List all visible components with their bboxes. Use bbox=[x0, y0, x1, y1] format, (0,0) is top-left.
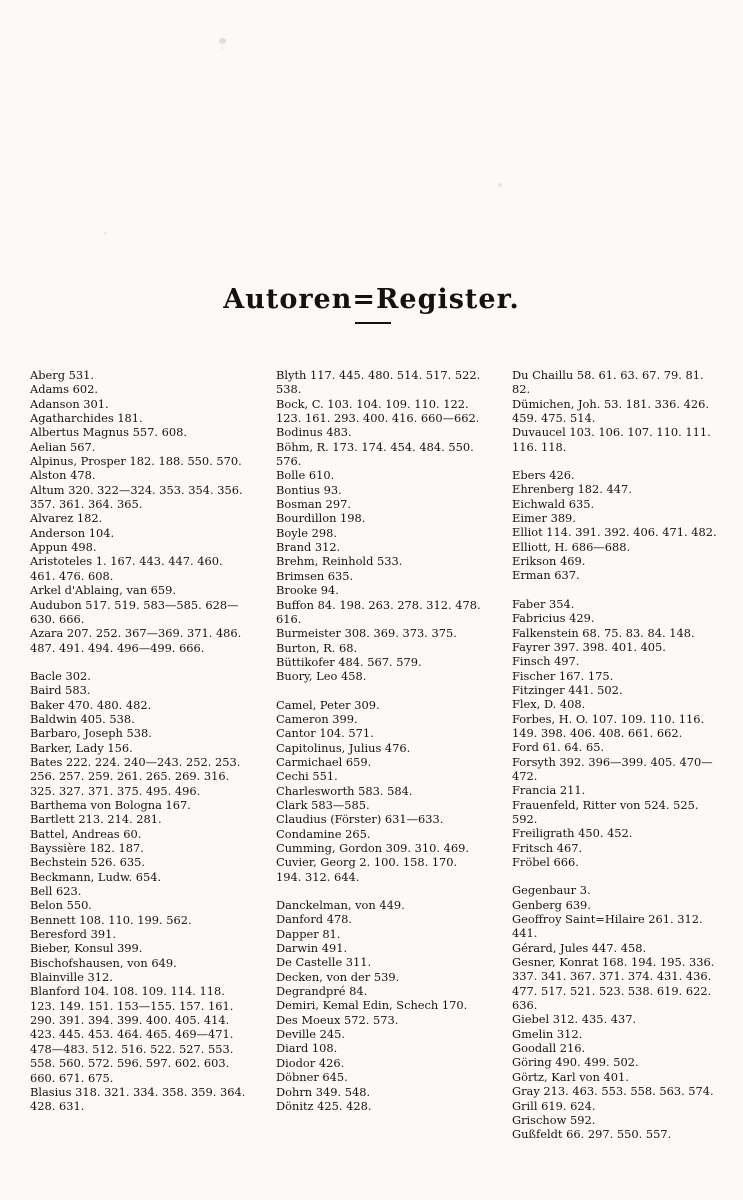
index-entry: Brand 312. bbox=[276, 540, 341, 555]
index-entry: Boyle 298. bbox=[276, 525, 338, 540]
index-entry: Cantor 104. 571. bbox=[276, 726, 374, 741]
index-entry: Bennett 108. 110. 199. 562. bbox=[30, 912, 192, 927]
paper-speck bbox=[104, 232, 107, 235]
index-entry: Beresford 391. bbox=[30, 927, 116, 942]
index-entry: Erikson 469. bbox=[512, 554, 586, 569]
index-entry: Demiri, Kemal Edin, Schech 170. bbox=[276, 998, 468, 1013]
index-entry: Burmeister 308. 369. 373. 375. bbox=[276, 626, 457, 641]
index-entry: Bacle 302. bbox=[30, 668, 91, 683]
index-entry: Danckelman, von 449. bbox=[276, 898, 405, 913]
index-entry: Burton, R. 68. bbox=[276, 640, 358, 655]
index-column-3 bbox=[490, 368, 726, 1142]
title-underline-rule bbox=[355, 322, 391, 324]
index-entry: Arkel d'Ablaing, van 659. bbox=[30, 583, 177, 598]
index-entry: Alvarez 182. bbox=[30, 511, 103, 526]
index-entry: Beckmann, Ludw. 654. bbox=[30, 869, 162, 884]
letter-group-gap bbox=[500, 583, 722, 597]
index-entry: Bartlett 213. 214. 281. bbox=[30, 812, 162, 827]
index-entry: Genberg 639. bbox=[512, 897, 591, 912]
letter-group-gap bbox=[500, 454, 722, 468]
index-entry: Brimsen 635. bbox=[276, 568, 354, 583]
index-entry: Francia 211. bbox=[512, 783, 586, 798]
index-entry: Buffon 84. 198. 263. 278. 312. 478. 616. bbox=[276, 597, 481, 626]
index-entry: Des Moeux 572. 573. bbox=[276, 1012, 399, 1027]
index-entry: Böhm, R. 173. 174. 454. 484. 550. 576. bbox=[276, 439, 474, 469]
index-entry: Albertus Magnus 557. 608. bbox=[30, 425, 187, 440]
index-entry: Cechi 551. bbox=[276, 769, 338, 784]
index-entry: Adams 602. bbox=[30, 382, 98, 397]
index-entry: Dümichen, Joh. 53. 181. 336. 426. 459. 475. 514. bbox=[512, 396, 710, 426]
index-entry: Elliot 114. 391. 392. 406. 471. 482. bbox=[512, 525, 717, 540]
index-entry: Anderson 104. bbox=[30, 525, 115, 540]
index-entry: Dapper 81. bbox=[276, 926, 341, 941]
index-entry: Adanson 301. bbox=[30, 396, 109, 411]
index-entry: Fabricius 429. bbox=[512, 611, 595, 626]
index-entry: Finsch 497. bbox=[512, 654, 580, 669]
index-entry: Alston 478. bbox=[30, 468, 96, 483]
index-entry: Barker, Lady 156. bbox=[30, 740, 133, 755]
index-entry: Bontius 93. bbox=[276, 482, 342, 497]
index-entry: Gmelin 312. bbox=[512, 1026, 583, 1041]
index-entry: Eimer 389. bbox=[512, 511, 576, 526]
index-entry: Geoffroy Saint=Hilaire 261. 312. 441. bbox=[512, 912, 703, 941]
letter-group-gap bbox=[264, 684, 486, 698]
index-entry: Ford 61. 64. 65. bbox=[512, 740, 605, 755]
index-entry: Bischofshausen, von 649. bbox=[30, 955, 177, 970]
index-entry: Büttikofer 484. 567. 579. bbox=[276, 654, 422, 669]
index-entry: Bodinus 483. bbox=[276, 425, 352, 440]
index-column-2 bbox=[254, 368, 490, 1142]
index-entry: Göring 490. 499. 502. bbox=[512, 1055, 639, 1070]
index-entry: Giebel 312. 435. 437. bbox=[512, 1012, 637, 1027]
letter-group-gap bbox=[18, 655, 250, 669]
index-entry: Grischow 592. bbox=[512, 1112, 596, 1127]
index-entry: Clark 583—585. bbox=[276, 797, 370, 812]
index-entry: Bell 623. bbox=[30, 884, 82, 899]
index-entry: Carmichael 659. bbox=[276, 754, 372, 769]
index-entry: Döbner 645. bbox=[276, 1070, 348, 1085]
index-entry: Belon 550. bbox=[30, 898, 92, 913]
index-entry: Forbes, H. O. 107. 109. 110. 116. 149. 398. 406. 408. 661. 662. bbox=[512, 711, 705, 740]
index-entry: Görtz, Karl von 401. bbox=[512, 1069, 629, 1084]
index-entry: Dönitz 425. 428. bbox=[276, 1098, 372, 1113]
index-entry: Fitzinger 441. 502. bbox=[512, 682, 623, 697]
index-entry: Blainville 312. bbox=[30, 970, 113, 985]
index-entry: Azara 207. 252. 367—369. 371. 486. 487. 491. 494. 496—499. 666. bbox=[30, 626, 242, 655]
index-entry: Elliott, H. 686—688. bbox=[512, 539, 631, 554]
index-entry: Baldwin 405. 538. bbox=[30, 711, 135, 726]
index-entry: Agatharchides 181. bbox=[30, 411, 143, 426]
index-entry: Baird 583. bbox=[30, 683, 91, 698]
index-entry: Gesner, Konrat 168. 194. 195. 336. 337. 341. 367. 371. 374. 431. 436. 477. 517. 521. 523. 538. 619. 622. 636. bbox=[512, 955, 715, 1013]
index-entry: Gußfeldt 66. 297. 550. 557. bbox=[512, 1127, 672, 1142]
index-entry: Brehm, Reinhold 533. bbox=[276, 554, 403, 569]
index-entry: Bechstein 526. 635. bbox=[30, 855, 145, 870]
index-entry: Gegenbaur 3. bbox=[512, 883, 591, 898]
index-entry: Degrandpré 84. bbox=[276, 984, 368, 999]
index-entry: Alpinus, Prosper 182. 188. 550. 570. bbox=[30, 454, 242, 469]
index-entry: Cumming, Gordon 309. 310. 469. bbox=[276, 841, 470, 855]
paper-speck bbox=[498, 183, 502, 187]
index-entry: Condamine 265. bbox=[276, 826, 371, 841]
index-entry: Bayssière 182. 187. bbox=[30, 841, 144, 855]
index-entry: Falkenstein 68. 75. 83. 84. 148. bbox=[512, 625, 695, 640]
index-entry: Fischer 167. 175. bbox=[512, 668, 614, 683]
index-column-1 bbox=[18, 368, 254, 1142]
index-entry: Frauenfeld, Ritter von 524. 525. 592. bbox=[512, 797, 699, 826]
index-entry: Faber 354. bbox=[512, 596, 575, 611]
index-entry: Aelian 567. bbox=[30, 439, 96, 454]
index-entry: Barthema von Bologna 167. bbox=[30, 797, 191, 812]
index-entry: Du Chaillu 58. 61. 63. 67. 79. 81. 82. bbox=[512, 368, 704, 397]
index-entry: Baker 470. 480. 482. bbox=[30, 697, 152, 712]
index-entry: Camel, Peter 309. bbox=[276, 697, 380, 712]
index-entry: Deville 245. bbox=[276, 1027, 345, 1042]
index-entry: Freiligrath 450. 452. bbox=[512, 826, 633, 841]
index-entry: Bock, C. 103. 104. 109. 110. 122. 123. 161. 293. 400. 416. 660—662. bbox=[276, 396, 480, 426]
index-entry: Appun 498. bbox=[30, 540, 97, 555]
index-entry: Claudius (Förster) 631—633. bbox=[276, 812, 444, 827]
index-entry: Danford 478. bbox=[276, 912, 353, 927]
paper-speck bbox=[219, 38, 226, 44]
index-entry: Aberg 531. bbox=[30, 368, 94, 382]
index-entry: Gérard, Jules 447. 458. bbox=[512, 940, 647, 955]
letter-group-gap bbox=[264, 884, 486, 898]
index-entry: Fröbel 666. bbox=[512, 855, 579, 869]
index-entry: Ebers 426. bbox=[512, 468, 575, 483]
letter-group-gap bbox=[500, 869, 722, 883]
index-entry: Decken, von der 539. bbox=[276, 969, 400, 984]
index-entry: Forsyth 392. 396—399. 405. 470—472. bbox=[512, 754, 713, 783]
index-entry: Buory, Leo 458. bbox=[276, 669, 367, 684]
index-entry: Fayrer 397. 398. 401. 405. bbox=[512, 639, 666, 654]
page-title: Autoren=Register. bbox=[223, 284, 520, 315]
index-entry: Grill 619. 624. bbox=[512, 1098, 596, 1113]
index-entry: Diard 108. bbox=[276, 1041, 338, 1056]
index-entry: Bourdillon 198. bbox=[276, 511, 366, 526]
index-entry: Brooke 94. bbox=[276, 583, 339, 598]
index-entry: Blasius 318. 321. 334. 358. 359. 364. 428. 631. bbox=[30, 1084, 246, 1114]
index-columns bbox=[18, 368, 728, 1142]
index-entry: Duvaucel 103. 106. 107. 110. 111. 116. 118. bbox=[512, 425, 711, 454]
index-entry: Audubon 517. 519. 583—585. 628—630. 666. bbox=[30, 597, 239, 626]
index-entry: Gray 213. 463. 553. 558. 563. 574. bbox=[512, 1084, 714, 1099]
index-entry: Bieber, Konsul 399. bbox=[30, 941, 143, 956]
index-entry: Altum 320. 322—324. 353. 354. 356. 357. 361. 364. 365. bbox=[30, 482, 243, 512]
index-entry: Battel, Andreas 60. bbox=[30, 826, 142, 841]
index-entry: Ehrenberg 182. 447. bbox=[512, 482, 632, 497]
index-entry: Bates 222. 224. 240—243. 252. 253. 256. 257. 259. 261. 265. 269. 316. 325. 327. 371. 375. 495. 496. bbox=[30, 754, 241, 798]
index-entry: Goodall 216. bbox=[512, 1041, 586, 1056]
index-entry: Charlesworth 583. 584. bbox=[276, 783, 413, 798]
index-entry: Cameron 399. bbox=[276, 711, 358, 726]
index-entry: Barbaro, Joseph 538. bbox=[30, 726, 152, 741]
index-entry: Capitolinus, Julius 476. bbox=[276, 740, 411, 755]
index-entry: Diodor 426. bbox=[276, 1055, 345, 1070]
index-entry: Fritsch 467. bbox=[512, 840, 583, 855]
index-entry: Blanford 104. 108. 109. 114. 118. 123. 149. 151. 153—155. 157. 161. 290. 391. 394. 399. 400. 405. 414. 423. 445. 453. 464. 465. 469—471. 478—483. 512. 516. 522. 527. 553. 558. 560. 572. 596. 597. 602. 603. 660. 671. 675. bbox=[30, 984, 234, 1085]
index-entry: Darwin 491. bbox=[276, 941, 348, 956]
index-entry: Dohrn 349. 548. bbox=[276, 1084, 371, 1099]
index-entry: Bosman 297. bbox=[276, 497, 351, 512]
index-entry: Bolle 610. bbox=[276, 468, 335, 483]
index-entry: Flex, D. 408. bbox=[512, 697, 586, 712]
index-entry: Eichwald 635. bbox=[512, 496, 595, 511]
index-entry: De Castelle 311. bbox=[276, 955, 372, 970]
index-entry: Blyth 117. 445. 480. 514. 517. 522. 538. bbox=[276, 368, 481, 397]
index-entry: Cuvier, Georg 2. 100. 158. 170. 194. 312. 644. bbox=[276, 855, 458, 884]
index-entry: Aristoteles 1. 167. 443. 447. 460. 461. 476. 608. bbox=[30, 554, 223, 583]
index-entry: Erman 637. bbox=[512, 568, 580, 583]
